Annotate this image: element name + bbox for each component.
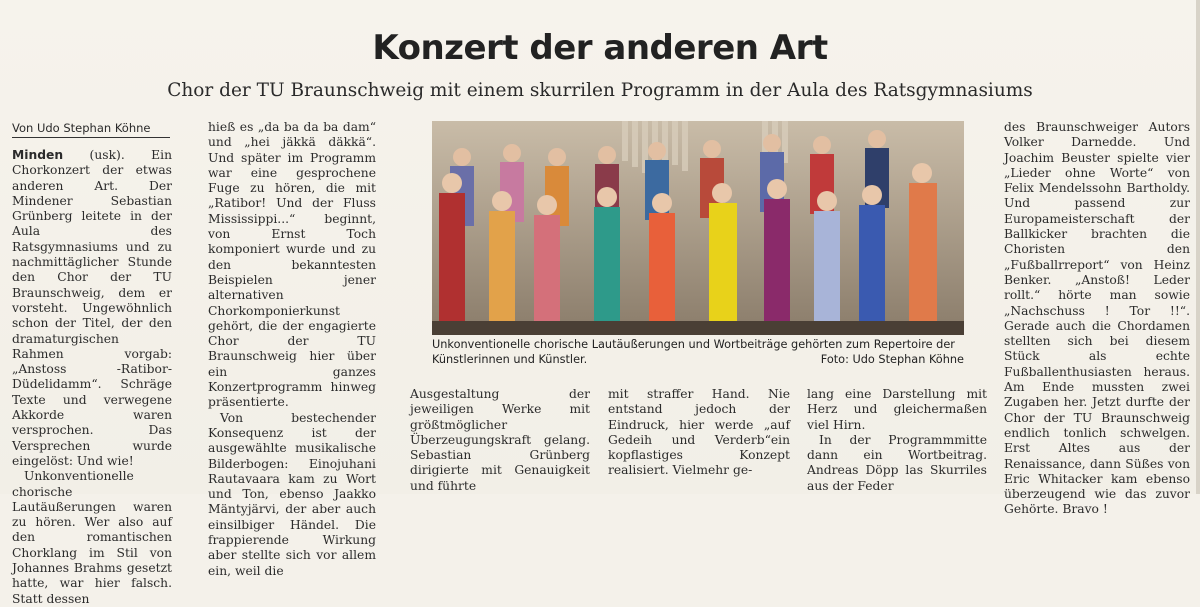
paragraph-text: (usk). Ein Chorkonzert der etwas anderen Art. Der Mindener Sebastian Grünberg leitete in der Aula des Ratsgymnasiums und zu nachmittäglicher Stunde den Chor der TU Braunschweig, dem er vorsteht. Ungewöhnlich schon der Titel, der den dramaturgischen Rahmen vorgab: „Anstoss -Ratibor-Düdelidamm“. Schräge Texte und verwegene Akkorde waren versprochen. Das Versprechen wurde eingelöst: Und wie! <box>12 148 172 468</box>
paragraph: Unkonventionelle chorische Lautäußerungen waren zu hören. Wer also auf den romantischen Chorklang im Stil von Johannes Brahms gesetzt hatte, war hier falsch. Statt dessen <box>12 469 172 606</box>
choir-photo <box>432 121 964 335</box>
paragraph: mit straffer Hand. Nie entstand jedoch der Eindruck, hier werde „auf Gedeih und Verderb“ein kopflastiges Konzept realisiert. Vielmehr ge- <box>608 387 790 478</box>
paragraph: Von bestechender Konsequenz ist der ausgewählte musikalische Bilderbogen: Einojuhani Rautavaara kam zu Wort und Ton, ebenso Jaakko Mäntyjärvi, der aber auch einsilbiger Händel. Die frappierende Wirkung aber stellte sich vor allem ein, weil die <box>208 410 376 578</box>
page-edge <box>1196 0 1200 494</box>
caption-text: Unkonventionelle chorische Lautäußerungen und Wortbeiträge gehörten zum Repertoire der Künstlerinnen und Künstler. <box>432 338 955 366</box>
paragraph <box>12 148 172 469</box>
dateline: Minden <box>12 148 64 162</box>
byline: Von Udo Stephan Köhne <box>12 121 170 138</box>
article-column-4 <box>608 387 790 479</box>
paragraph: des Braunschweiger Autors Volker Darnedde. Und Joachim Beuster spielte vier „Lieder ohne Worte“ von Felix Mendelssohn Bartholdy. Und passend zur Europameisterschaft der Ballkicker brachten die Choristen den „Fußballrreport“ von Heinz Benker. „Anstoß! Leder rollt.“ hörte man sowie „Nachschuss ! Tor !!“. Gerade auch die Chordamen stellten sich bei diesem Stück als echte Fußballenthusiasten heraus. Am Ende mussten zwei Zugaben her. Jetzt durfte der Chor der TU Braunschweig endlich tonlich schwelgen. Erst Altes aus der Renaissance, dann Süßes von Eric Whitacker kam ebenso überzeugend wie das zuvor Gehörte. Bravo ! <box>1004 120 1190 517</box>
article-column-1 <box>12 148 172 607</box>
paragraph: In der Programmmitte dann ein Wortbeitrag. Andreas Döpp las Skurriles aus der Feder <box>807 432 987 493</box>
article-column-2 <box>208 120 376 579</box>
paragraph: Ausgestaltung der jeweiligen Werke mit größtmöglicher Überzeugungskraft gelang. Sebastian Grünberg dirigierte mit Genauigkeit und führte <box>410 387 590 493</box>
paragraph: lang eine Darstellung mit Herz und gleichermaßen viel Hirn. <box>807 387 987 432</box>
headline: Konzert der anderen Art <box>372 28 828 68</box>
subheadline: Chor der TU Braunschweig mit einem skurrilen Programm in der Aula des Ratsgymnasiums <box>167 80 1033 101</box>
article-column-6 <box>1004 120 1190 518</box>
paragraph: hieß es „da ba da ba dam“ und „hei jäkkä däkkä“. Und später im Programm war eine gesprochene Fuge zu hören, die mit „Ratibor! Und der Fluss Mississippi...“ beginnt, von Ernst Toch komponiert wurde und zu den bekanntesten Beispielen jener alternativen Chorkomponierkunst gehört, die der engagierte Chor der TU Braunschweig hier über ein ganzes Konzertprogramm hinweg präsentierte. <box>208 120 376 410</box>
article-column-3 <box>410 387 590 494</box>
choir-photo-illustration <box>432 121 964 335</box>
photo-credit: Foto: Udo Stephan Köhne <box>820 352 964 366</box>
article-column-5 <box>807 387 987 494</box>
photo-caption <box>432 338 964 367</box>
